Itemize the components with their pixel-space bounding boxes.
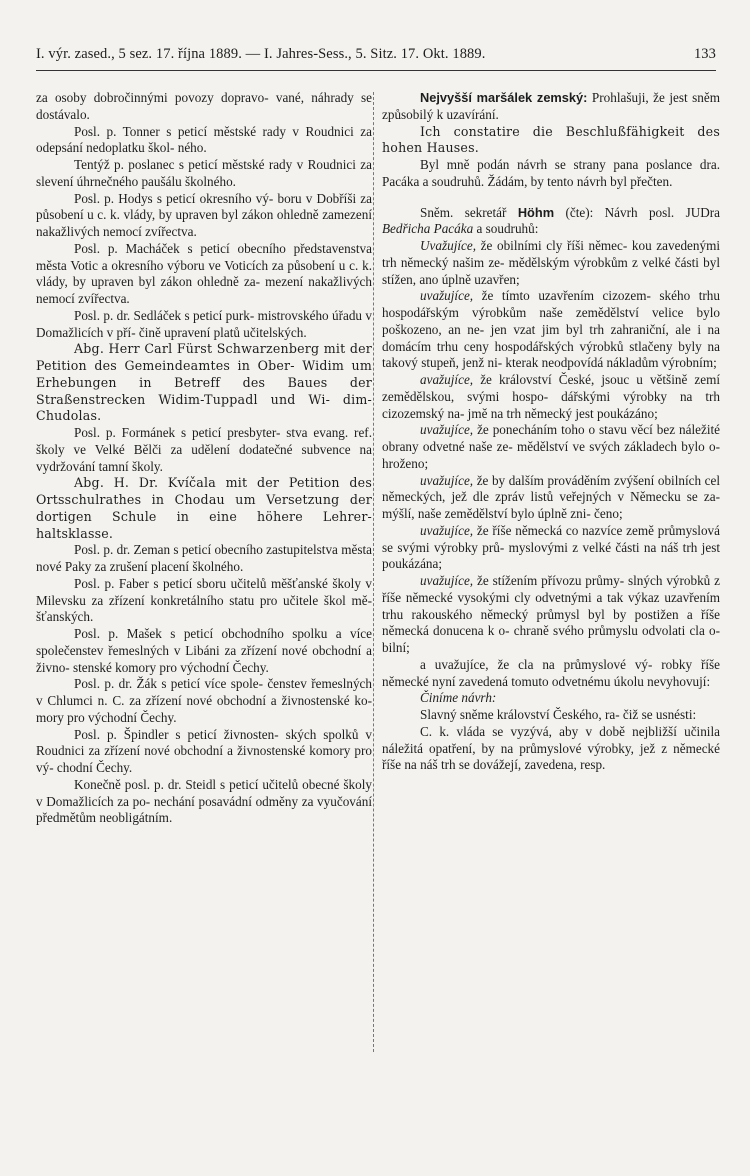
whereas-clause: [382, 573, 720, 657]
proposal-text: Slavný sněme království Českého, ra- čiž se usnésti:: [420, 707, 697, 722]
petition-paragraph: Posl. p. Tonner s peticí městské rady v Roudnici za odepsání nedoplatku škol- ného.: [36, 123, 372, 156]
secretary-title: Sněm. sekretář: [420, 204, 507, 220]
statement-text: Prohlašuji, že jest sněm způsobilý k uzavírání.: [382, 90, 721, 122]
clause-text: že tímto uzavřením cizozem- ského trhu hospodářským výrobkům naše zemědělství velice bylo poškozeno, an ne- jen vzat jim byl trh zahraniční, ale i na domácím trhu ceny hospodářských výrobků stlačeny byly na takový stupeň, jenž ni- kterak neodpovídá nákladům výrobním;: [382, 288, 720, 371]
proposal-heading: Činíme návrh:: [420, 690, 497, 706]
petition-paragraph-german: Abg. H. Dr. Kvíčala mit der Petition des Ortsschulrathes in Chodau um Versetzung der dortigen Schule in eine höhere Lehrer- haltsklasse.: [36, 475, 372, 541]
page-number: 133: [693, 46, 716, 62]
right-column: [382, 90, 720, 774]
whereas-clause: [382, 657, 720, 691]
secretary-reads: (čte): Návrh posl. JUDra: [565, 204, 721, 220]
clause-text: že obilními cly říši němec- kou zavedenými trh německý našim ze- mědělským výrobkům z velké části byl stížen, ano úplně uzavřen;: [382, 238, 720, 287]
petition-paragraph: Posl. p. Macháček s peticí obecního představenstva města Votic a okresního výboru ve Voticích za působení u c. k. vlády, by upraven byl zákon ohledně za- mezení nakažlivých nemocí zvířectva.: [36, 240, 372, 306]
clause-lead: uvažujíce,: [420, 573, 474, 588]
secretary-reading: [382, 205, 720, 239]
clause-lead: uvažujíce,: [420, 422, 474, 438]
whereas-clause: [382, 372, 720, 422]
clause-text: že stížením přívozu průmy- slných výrobků z říše německé vysokými cly odvetnými a tak výkaz uzavřením trhu rakouského německý průmysl byl by postižen a říše německá donucena k o- chraně svého průmyslu odvolati cla o- bilní;: [382, 573, 721, 655]
motion-intro: Byl mně podán návrh se strany pana poslance dra. Pacáka a soudruhů. Žádám, by tento návrh byl přečten.: [382, 157, 720, 189]
petition-paragraph: Posl. p. dr. Zeman s peticí obecního zastupitelstva města nové Paky za zrušení placení školného.: [36, 542, 372, 574]
clause-text: že říše německá co nazvíce země průmyslová se svými výrobky prů- myslovými z velké části na náš trh jest poukázána;: [382, 522, 721, 572]
marshal-statement: [382, 90, 720, 124]
secretary-tail: a soudruhů:: [476, 221, 539, 237]
whereas-clause: [382, 523, 720, 573]
clause-lead: avažujíce,: [420, 372, 474, 387]
clause-lead: uvažujíce,: [420, 288, 474, 304]
left-column: [36, 90, 372, 827]
clause-lead: Uvažujíce,: [420, 238, 477, 253]
motion-author: Bedřicha Pacáka: [382, 221, 474, 237]
header-rule: [36, 70, 716, 71]
petition-paragraph: Posl. p. Faber s peticí sboru učitelů měšťanské školy v Milevsku za zřízení konkretálního statu pro učitele škol mě- šťanských.: [36, 575, 372, 625]
petition-paragraph-german: Abg. Herr Carl Fürst Schwarzenberg mit der Petition des Gemeindeamtes in Ober- Widim um Erhebungen in Betreff des Baues der Straßenstrecken Widim-Tuppadl und Wi- dim-Chudolas.: [36, 341, 372, 424]
clause-text: že by dalším prováděním zvýšení obilních cel německých, jež dle zpráv listů veřejných v Německu se za- mýšlí, naše zemědělství bylo úplně zni- čeno;: [382, 472, 721, 521]
petition-paragraph: Posl. p. Formánek s peticí presbyter- stva evang. ref. školy ve Velké Bělči za udělení dodatečné subvence na vydržování tamní školy.: [36, 425, 372, 474]
resolution-text: C. k. vláda se vyzývá, aby v době nejbližší učinila náležitá opatření, by na průmyslové výrobky, jež z německé říše na náš trh se dovážejí, zavedena, resp.: [382, 723, 720, 773]
clause-text: že království České, jsouc u většině zemí zemědělskou, svými hospo- dářskými výrobky na trh cizozemský na- jmě na trh německý jest poukázáno;: [382, 372, 721, 421]
clause-text: že ponecháním toho o stavu věcí bez náležité obrany odvetné naše ze- mědělství ve svých základech bylo o- hroženo;: [382, 422, 721, 471]
clause-lead: uvažujíce,: [420, 522, 474, 538]
marshal-statement-german: Ich constatire die Beschlußfähigkeit des hohen Hauses.: [382, 123, 720, 156]
whereas-clause: [382, 422, 720, 472]
petition-paragraph: Posl. p. Mašek s peticí obchodního spolku a více společenstev řemeslných v Libáni za zřízení nové obchodní a živno- stenské komory pro východní Čechy.: [36, 626, 372, 675]
petition-paragraph: Posl. p. dr. Sedláček s peticí purk- mistrovského úřadu v Domažlicích v pří- čině upravení platů učitelských.: [36, 307, 372, 340]
header-session-info: I. výr. zased., 5 sez. 17. října 1889. — I. Jahres-Sess., 5. Sitz. 17. Okt. 1889.: [36, 46, 486, 62]
whereas-clause: [382, 288, 720, 372]
petition-paragraph: Posl. p. Špindler s peticí živnosten- ských spolků v Roudnici za zřízení nové obchodní a živnostenské komory pro vý- chodní Čechy.: [36, 726, 372, 775]
petition-paragraph: Konečně posl. p. dr. Steidl s peticí učitelů obecné školy v Domažlicích za po- nechání posavádní odměny za vyučování předmětům neobligátním.: [36, 776, 372, 826]
whereas-clause: [382, 238, 720, 288]
petition-paragraph: Posl. p. dr. Žák s peticí více spole- čenstev řemeslných v Chlumci n. C. za zřízení nové obchodní a živnostenské ko- mory pro východní Čechy.: [36, 676, 372, 725]
clause-lead: uvažujíce,: [420, 472, 474, 488]
speaker-name: Nejvyšší maršálek zemský:: [420, 90, 588, 105]
column-divider: [373, 92, 374, 1052]
secretary-name: Höhm: [517, 204, 555, 220]
petition-paragraph: Tentýž p. poslanec s peticí městské rady v Roudnici za slevení úhrnečného paušálu školného.: [36, 157, 372, 189]
whereas-clause: [382, 473, 720, 523]
clause-text: že cla na průmyslové vý- robky říše německé nyní zavedená tomuto odvetnému úkolu nevyhovují:: [382, 656, 720, 689]
petition-paragraph: za osoby dobročinnými povozy dopravo- vané, náhrady se dostávalo.: [36, 90, 372, 122]
clause-lead: a uvažujíce,: [420, 656, 489, 672]
petition-paragraph: Posl. p. Hodys s peticí okresního vý- boru v Dobříši za působení u c. k. vlády, by upraven byl zákon ohledně zamezení nakažlivých nemocí zvířectva.: [36, 190, 372, 239]
